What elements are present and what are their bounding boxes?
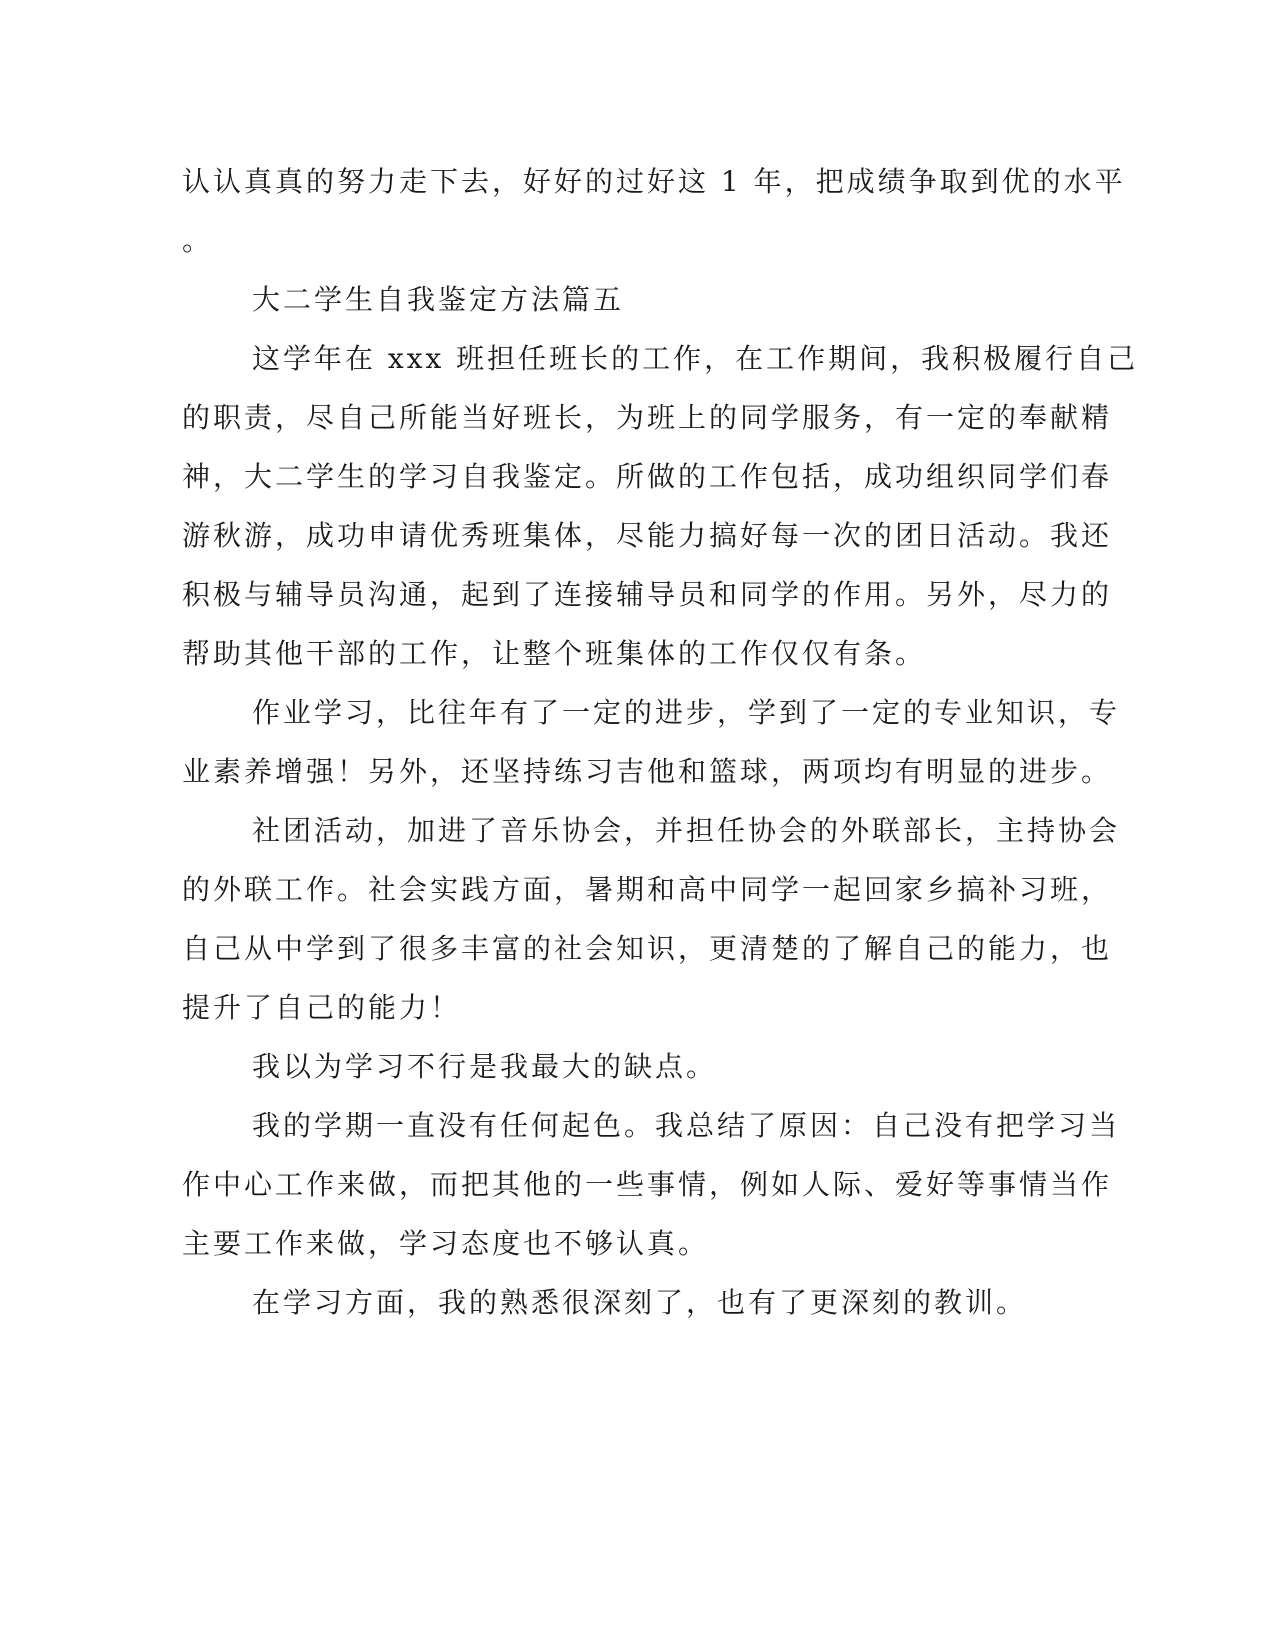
text-line: 。 (182, 224, 214, 257)
text-line: 自己从中学到了很多丰富的社会知识，更清楚的了解自己的能力，也 (182, 932, 1113, 965)
text-line: 神，大二学生的学习自我鉴定。所做的工作包括，成功组织同学们春 (182, 460, 1113, 493)
text-line: 业素养增强！另外，还坚持练习吉他和篮球，两项均有明显的进步。 (182, 755, 1113, 788)
text-line: 提升了自己的能力！ (182, 991, 462, 1024)
text-line: 作业学习，比往年有了一定的进步，学到了一定的专业知识，专 (252, 696, 1121, 729)
text-line: 游秋游，成功申请优秀班集体，尽能力搞好每一次的团日活动。我还 (182, 519, 1113, 552)
section-heading: 大二学生自我鉴定方法篇五 (252, 283, 625, 316)
text-line: 这学年在 xxx 班担任班长的工作，在工作期间，我积极履行自己 (252, 342, 1139, 375)
text-line: 的外联工作。社会实践方面，暑期和高中同学一起回家乡搞补习班， (182, 873, 1113, 906)
text-line: 积极与辅导员沟通，起到了连接辅导员和同学的作用。另外，尽力的 (182, 578, 1113, 611)
text-line: 作中心工作来做，而把其他的一些事情，例如人际、爱好等事情当作 (182, 1168, 1113, 1201)
text-line: 在学习方面，我的熟悉很深刻了，也有了更深刻的教训。 (252, 1286, 1028, 1319)
text-line: 我以为学习不行是我最大的缺点。 (252, 1050, 718, 1083)
text-line: 我的学期一直没有任何起色。我总结了原因：自己没有把学习当 (252, 1109, 1121, 1142)
text-line: 主要工作来做，学习态度也不够认真。 (182, 1227, 710, 1260)
text-line: 的职责，尽自己所能当好班长，为班上的同学服务，有一定的奉献精 (182, 401, 1113, 434)
document-body (182, 152, 1139, 1332)
text-line: 社团活动，加进了音乐协会，并担任协会的外联部长，主持协会 (252, 814, 1121, 847)
text-line: 认认真真的努力走下去，好好的过好这 1 年，把成绩争取到优的水平 (182, 165, 1126, 198)
text-line: 帮助其他干部的工作，让整个班集体的工作仅仅有条。 (182, 637, 927, 670)
